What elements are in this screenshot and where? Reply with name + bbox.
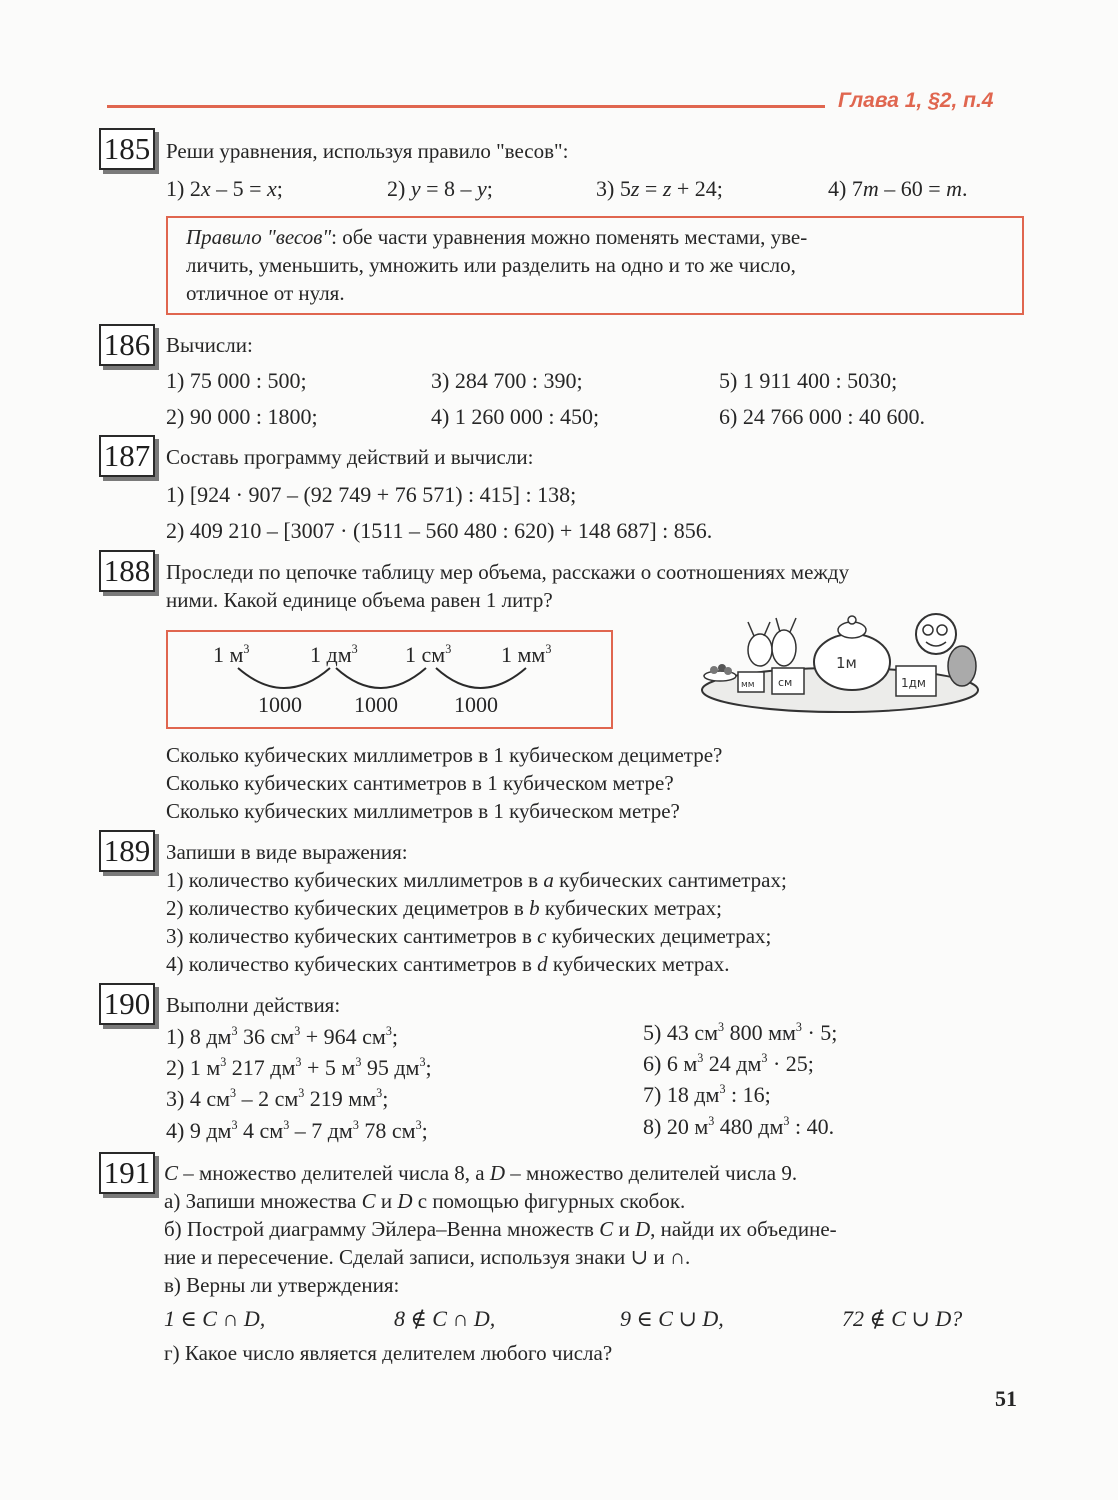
rule-line-2: личить, уменьшить, умножить или разделить на одно и то же число,	[186, 253, 796, 277]
question-2: Сколько кубических сантиметров в 1 кубическом метре?	[166, 771, 674, 795]
question-3: Сколько кубических миллиметров в 1 кубическом метре?	[166, 799, 680, 823]
page-number: 51	[995, 1386, 1017, 1411]
statement-3: 9 ∈ C ∪ D,	[620, 1306, 724, 1331]
problem-191-part-b: б) Построй диаграмму Эйлера–Венна множеств C и D, найди их объедине-	[164, 1217, 837, 1241]
problem-187-prompt: Составь программу действий и вычисли:	[166, 445, 534, 469]
pot-label-mm: мм	[741, 680, 755, 690]
operation-4: 4) 9 $дм^3$ 4 $см^3 - 7$ $дм^3$ 78 $см^3$;	[166, 1117, 428, 1143]
problem-number-186: 186	[99, 324, 155, 366]
problem-191-part-a: а) Запиши множества C и D с помощью фигурных скобок.	[164, 1189, 686, 1213]
division-4: 4) 1 260 000 : 450;	[431, 404, 600, 429]
statement-1: 1 ∈ C ∩ D,	[164, 1306, 266, 1331]
pot-label-dm: 1дм	[901, 676, 926, 690]
division-3: 3) 284 700 : 390;	[431, 368, 583, 393]
pot-label-cm: см	[778, 676, 793, 689]
chapter-header: Глава 1, §2, п.4	[838, 89, 994, 112]
rule-title: Правило "весов"	[186, 225, 332, 249]
operation-3: 3) 4 $см^3 - 2$ $см^3$ 219 $мм^3$;	[166, 1085, 389, 1111]
operation-1: 1) 8 $дм^3$ 36 $см^3 + 964$ $см^3$;	[166, 1023, 398, 1049]
operation-5: 5) 43 $см^3$ 800 $мм^3 \cdot 5$;	[643, 1019, 838, 1045]
problem-190-prompt: Выполни действия:	[166, 993, 341, 1017]
expression-item-3: 3) количество кубических сантиметров в c кубических дециметрах;	[166, 924, 772, 948]
unit-m3: 1 $м^3$	[213, 641, 250, 667]
statement-4: 72 ∉ C ∪ D?	[842, 1306, 963, 1331]
expression-2: 2) 409 210 – [3007 · (1511 – 560 480 : 620) + 148 687] : 856.	[166, 518, 713, 543]
problem-185-prompt: Реши уравнения, используя правило "весов":	[166, 139, 569, 163]
problem-191-line-1: C – множество делителей числа 8, а D – множество делителей числа 9.	[164, 1161, 798, 1185]
expression-1: 1) [924 · 907 – (92 749 + 76 571) : 415] : 138;	[166, 482, 577, 507]
rule-text	[186, 223, 807, 307]
division-6: 6) 24 766 000 : 40 600.	[719, 404, 925, 429]
factor-3: 1000	[454, 692, 498, 717]
operation-7: 7) 18 $дм^3$ : 16;	[643, 1081, 771, 1107]
equation-2: 2) y = 8 – y;	[387, 176, 493, 201]
operation-2: 2) 1 $м^3$ 217 $дм^3 + 5$ $м^3$ 95 $дм^3$;	[166, 1054, 432, 1080]
equation-1: 1) 2x – 5 = x;	[166, 176, 283, 201]
problem-number-185: 185	[99, 128, 155, 170]
expression-item-1: 1) количество кубических миллиметров в a кубических сантиметрах;	[166, 868, 787, 892]
equation-4: 4) 7m – 60 = m.	[828, 176, 968, 201]
problem-number-187: 187	[99, 435, 155, 477]
statement-2: 8 ∉ C ∩ D,	[394, 1306, 496, 1331]
problem-189-prompt: Запиши в виде выражения:	[166, 840, 408, 864]
division-2: 2) 90 000 : 1800;	[166, 404, 318, 429]
header-rule	[107, 105, 825, 108]
rule-line-1: : обе части уравнения можно поменять местами, уве-	[331, 225, 808, 249]
question-1: Сколько кубических миллиметров в 1 кубическом дециметре?	[166, 743, 723, 767]
equation-3: 3) 5z = z + 24;	[596, 176, 723, 201]
problem-number-189: 189	[99, 830, 155, 872]
problem-186-prompt: Вычисли:	[166, 333, 253, 357]
rule-line-3: отличное от нуля.	[186, 281, 345, 305]
tea-party-illustration	[700, 612, 986, 720]
unit-dm3: 1 $дм^3$	[310, 641, 358, 667]
operation-6: 6) 6 $м^3$ 24 $дм^3 \cdot 25$;	[643, 1050, 814, 1076]
problem-188-prompt-1: Проследи по цепочке таблицу мер объема, расскажи о соотношениях между	[166, 560, 850, 584]
problem-191-part-g: г) Какое число является делителем любого числа?	[164, 1341, 613, 1365]
problem-191-part-b-cont: ние и пересечение. Сделай записи, используя знаки ∪ и ∩.	[164, 1245, 691, 1269]
division-1: 1) 75 000 : 500;	[166, 368, 307, 393]
unit-cm3: 1 $см^3$	[405, 641, 452, 667]
factor-1: 1000	[258, 692, 302, 717]
problem-191-part-v: в) Верны ли утверждения:	[164, 1273, 400, 1297]
expression-item-4: 4) количество кубических сантиметров в d кубических метрах.	[166, 952, 730, 976]
problem-188-prompt-2: ними. Какой единице объема равен 1 литр?	[166, 588, 553, 612]
problem-number-188: 188	[99, 550, 155, 592]
problem-number-190: 190	[99, 983, 155, 1025]
factor-2: 1000	[354, 692, 398, 717]
expression-item-2: 2) количество кубических дециметров в b кубических метрах;	[166, 896, 722, 920]
operation-8: 8) 20 $м^3$ 480 $дм^3$ : 40.	[643, 1113, 835, 1139]
problem-number-191: 191	[99, 1152, 155, 1194]
division-5: 5) 1 911 400 : 5030;	[719, 368, 898, 393]
samovar-label: 1м	[836, 654, 857, 672]
unit-mm3: 1 $мм^3$	[501, 641, 552, 667]
